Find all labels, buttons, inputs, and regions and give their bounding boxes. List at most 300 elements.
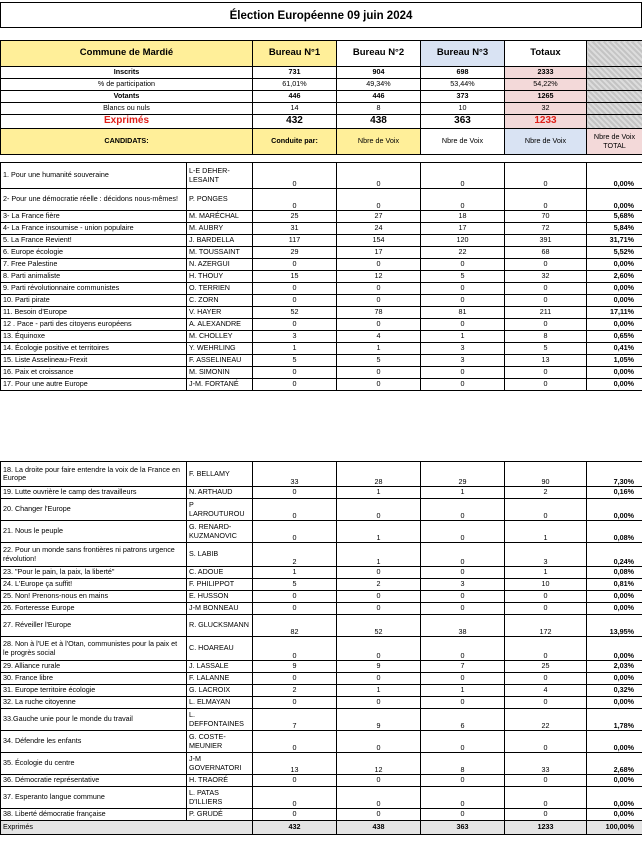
stat-label: Inscrits	[1, 67, 253, 79]
candidate-list-name: 7. Free Palestine	[1, 259, 187, 271]
votes-bureau-1: 117	[253, 235, 337, 247]
candidate-list-name: 32. La ruche citoyenne	[1, 697, 187, 709]
votes-total: 0	[505, 637, 587, 661]
stat-bureau-1: 432	[253, 115, 337, 129]
votes-percent: 0,00%	[587, 775, 642, 787]
votes-bureau-2: 12	[337, 271, 421, 283]
candidate-leader: N. AZERGUI	[187, 259, 253, 271]
candidate-row	[1, 567, 642, 579]
votes-bureau-1: 52	[253, 307, 337, 319]
col-voix-2: Nbre de Voix	[421, 129, 505, 155]
candidate-list-name: 4- La France insoumise - union populaire	[1, 223, 187, 235]
votes-bureau-1: 5	[253, 355, 337, 367]
footer-v3: 363	[421, 821, 505, 835]
votes-bureau-1: 82	[253, 615, 337, 637]
votes-bureau-1: 1	[253, 343, 337, 355]
page-title: Élection Européenne 09 juin 2024	[0, 2, 642, 28]
candidate-row	[1, 355, 642, 367]
votes-total: 22	[505, 709, 587, 731]
candidate-leader: H. TRAORÉ	[187, 775, 253, 787]
votes-total: 0	[505, 731, 587, 753]
candidate-leader: M. AUBRY	[187, 223, 253, 235]
stat-bureau-2: 446	[337, 91, 421, 103]
stat-bureau-3: 363	[421, 115, 505, 129]
stat-row	[1, 91, 642, 103]
votes-bureau-1: 0	[253, 637, 337, 661]
candidate-leader: S. LABIB	[187, 543, 253, 567]
stat-bureau-1: 61,01%	[253, 79, 337, 91]
votes-bureau-3: 81	[421, 307, 505, 319]
candidate-list-name: 22. Pour un monde sans frontières ni patrons urgence révolution!	[1, 543, 187, 567]
candidate-row	[1, 211, 642, 223]
votes-bureau-3: 1	[421, 331, 505, 343]
votes-bureau-3: 29	[421, 462, 505, 487]
votes-bureau-3: 0	[421, 189, 505, 211]
votes-percent: 31,71%	[587, 235, 642, 247]
votes-bureau-2: 78	[337, 307, 421, 319]
votes-bureau-2: 12	[337, 753, 421, 775]
votes-bureau-2: 0	[337, 673, 421, 685]
stat-label: Votants	[1, 91, 253, 103]
candidate-leader: R. GLUCKSMANN	[187, 615, 253, 637]
candidate-leader: L-E DEHER-LESAINT	[187, 163, 253, 189]
candidate-row	[1, 487, 642, 499]
candidate-list-name: 23. "Pour le pain, la paix, la liberté"	[1, 567, 187, 579]
candidate-list-name: 28. Non à l'UE et à l'Otan, communistes pour la paix et le progrès social	[1, 637, 187, 661]
votes-percent: 0,00%	[587, 591, 642, 603]
candidate-leader: V. HAYER	[187, 307, 253, 319]
candidate-leader: F. LALANNE	[187, 673, 253, 685]
col-voix-1: Nbre de Voix	[337, 129, 421, 155]
candidate-row	[1, 787, 642, 809]
votes-bureau-1: 0	[253, 283, 337, 295]
candidate-row	[1, 295, 642, 307]
votes-bureau-1: 29	[253, 247, 337, 259]
candidate-list-name: 34. Défendre les enfants	[1, 731, 187, 753]
votes-bureau-1: 0	[253, 787, 337, 809]
votes-percent: 2,60%	[587, 271, 642, 283]
votes-bureau-3: 0	[421, 591, 505, 603]
votes-bureau-1: 15	[253, 271, 337, 283]
candidate-leader: C. ADOUE	[187, 567, 253, 579]
footer-row	[1, 821, 642, 835]
votes-bureau-3: 3	[421, 579, 505, 591]
votes-percent: 0,81%	[587, 579, 642, 591]
votes-total: 0	[505, 259, 587, 271]
votes-bureau-1: 0	[253, 809, 337, 821]
votes-bureau-1: 0	[253, 487, 337, 499]
votes-percent: 0,08%	[587, 521, 642, 543]
votes-bureau-1: 0	[253, 367, 337, 379]
votes-bureau-3: 0	[421, 521, 505, 543]
votes-percent: 0,00%	[587, 787, 642, 809]
candidate-row	[1, 319, 642, 331]
candidate-row	[1, 379, 642, 391]
votes-total: 211	[505, 307, 587, 319]
footer-label: Exprimés	[1, 821, 253, 835]
votes-bureau-2: 0	[337, 163, 421, 189]
candidate-list-name: 36. Démocratie représentative	[1, 775, 187, 787]
votes-bureau-2: 0	[337, 367, 421, 379]
candidate-list-name: 8. Parti animaliste	[1, 271, 187, 283]
candidate-row	[1, 223, 642, 235]
candidate-list-name: 21. Nous le peuple	[1, 521, 187, 543]
stat-bureau-2: 904	[337, 67, 421, 79]
votes-bureau-3: 7	[421, 661, 505, 673]
candidate-leader: F. BELLAMY	[187, 462, 253, 487]
candidate-row	[1, 673, 642, 685]
candidate-row	[1, 731, 642, 753]
stat-row	[1, 79, 642, 91]
votes-bureau-3: 0	[421, 259, 505, 271]
col-total	[587, 129, 642, 155]
votes-total: 5	[505, 343, 587, 355]
stat-bureau-1: 446	[253, 91, 337, 103]
votes-percent: 0,00%	[587, 731, 642, 753]
candidate-row	[1, 697, 642, 709]
votes-bureau-1: 1	[253, 567, 337, 579]
votes-percent: 0,00%	[587, 319, 642, 331]
candidate-row	[1, 163, 642, 189]
candidate-row	[1, 809, 642, 821]
votes-total: 68	[505, 247, 587, 259]
candidate-list-name: 20. Changer l'Europe	[1, 499, 187, 521]
candidate-row	[1, 579, 642, 591]
candidate-list-name: 17. Pour une autre Europe	[1, 379, 187, 391]
votes-bureau-1: 0	[253, 163, 337, 189]
candidate-leader: F. PHILIPPOT	[187, 579, 253, 591]
votes-bureau-3: 38	[421, 615, 505, 637]
votes-bureau-2: 1	[337, 685, 421, 697]
candidate-row	[1, 189, 642, 211]
stat-row	[1, 67, 642, 79]
candidate-leader: P. PONGES	[187, 189, 253, 211]
votes-total: 32	[505, 271, 587, 283]
votes-bureau-3: 0	[421, 697, 505, 709]
candidate-row	[1, 343, 642, 355]
candidate-row	[1, 307, 642, 319]
stat-bureau-3: 53,44%	[421, 79, 505, 91]
votes-bureau-3: 0	[421, 163, 505, 189]
footer-total: 1233	[505, 821, 587, 835]
votes-bureau-3: 3	[421, 355, 505, 367]
votes-total: 391	[505, 235, 587, 247]
votes-bureau-3: 0	[421, 775, 505, 787]
candidate-list-name: 19. Lutte ouvrière le camp des travailleurs	[1, 487, 187, 499]
candidate-row	[1, 367, 642, 379]
votes-percent: 1,05%	[587, 355, 642, 367]
candidate-list-name: 35. Écologie du centre	[1, 753, 187, 775]
votes-bureau-2: 0	[337, 499, 421, 521]
bureau-3-header: Bureau N°3	[421, 41, 505, 67]
votes-bureau-3: 0	[421, 499, 505, 521]
votes-bureau-1: 0	[253, 731, 337, 753]
votes-bureau-3: 0	[421, 379, 505, 391]
stat-bureau-2: 49,34%	[337, 79, 421, 91]
votes-percent: 1,78%	[587, 709, 642, 731]
votes-bureau-2: 9	[337, 661, 421, 673]
votes-bureau-3: 3	[421, 343, 505, 355]
votes-total: 172	[505, 615, 587, 637]
votes-percent: 0,32%	[587, 685, 642, 697]
votes-percent: 0,00%	[587, 379, 642, 391]
stat-total: 1265	[505, 91, 587, 103]
candidate-list-name: 37. Esperanto langue commune	[1, 787, 187, 809]
votes-bureau-1: 9	[253, 661, 337, 673]
candidate-list-name: 15. Liste Asselineau-Frexit	[1, 355, 187, 367]
votes-bureau-2: 0	[337, 319, 421, 331]
votes-bureau-3: 17	[421, 223, 505, 235]
candidate-leader: M. TOUSSAINT	[187, 247, 253, 259]
votes-percent: 0,24%	[587, 543, 642, 567]
col-total-line2: TOTAL	[603, 140, 626, 150]
votes-percent: 0,00%	[587, 637, 642, 661]
votes-bureau-1: 2	[253, 543, 337, 567]
votes-bureau-2: 0	[337, 591, 421, 603]
candidate-list-name: 11. Besoin d'Europe	[1, 307, 187, 319]
candidate-leader: J-M. FORTANÉ	[187, 379, 253, 391]
candidate-list-name: 6. Europe écologie	[1, 247, 187, 259]
votes-total: 0	[505, 697, 587, 709]
candidate-list-name: 38. Liberté démocratie française	[1, 809, 187, 821]
votes-bureau-3: 18	[421, 211, 505, 223]
candidate-list-name: 2- Pour une démocratie réelle : décidons nous-mêmes!	[1, 189, 187, 211]
candidate-row	[1, 247, 642, 259]
votes-bureau-3: 0	[421, 543, 505, 567]
candidate-row	[1, 543, 642, 567]
votes-bureau-2: 5	[337, 355, 421, 367]
votes-bureau-2: 0	[337, 731, 421, 753]
hatched-cell	[587, 79, 642, 91]
votes-percent: 0,00%	[587, 697, 642, 709]
hatched-cell	[587, 103, 642, 115]
col-voix-3: Nbre de Voix	[505, 129, 587, 155]
votes-bureau-3: 0	[421, 319, 505, 331]
votes-total: 0	[505, 295, 587, 307]
votes-bureau-3: 1	[421, 487, 505, 499]
stat-bureau-3: 10	[421, 103, 505, 115]
candidate-leader: J-M GOVERNATORI	[187, 753, 253, 775]
votes-percent: 5,52%	[587, 247, 642, 259]
votes-percent: 13,95%	[587, 615, 642, 637]
votes-total: 13	[505, 355, 587, 367]
votes-bureau-1: 2	[253, 685, 337, 697]
votes-percent: 7,30%	[587, 462, 642, 487]
votes-percent: 5,68%	[587, 211, 642, 223]
votes-bureau-1: 31	[253, 223, 337, 235]
votes-percent: 0,00%	[587, 295, 642, 307]
stat-label: Blancs ou nuls	[1, 103, 253, 115]
votes-percent: 0,00%	[587, 673, 642, 685]
votes-bureau-2: 52	[337, 615, 421, 637]
votes-bureau-1: 0	[253, 189, 337, 211]
candidate-row	[1, 615, 642, 637]
votes-bureau-2: 0	[337, 259, 421, 271]
hatched-cell	[587, 115, 642, 129]
votes-total: 2	[505, 487, 587, 499]
candidate-leader: L. PATAS D'ILLIERS	[187, 787, 253, 809]
candidate-leader: L. ELMAYAN	[187, 697, 253, 709]
votes-total: 1	[505, 567, 587, 579]
candidate-list-name: 13. Équinoxe	[1, 331, 187, 343]
votes-bureau-3: 0	[421, 731, 505, 753]
footer-pct: 100,00%	[587, 821, 642, 835]
candidate-leader: L. DEFFONTAINES	[187, 709, 253, 731]
votes-bureau-2: 24	[337, 223, 421, 235]
votes-bureau-1: 0	[253, 521, 337, 543]
stat-bureau-2: 8	[337, 103, 421, 115]
candidate-row	[1, 603, 642, 615]
candidate-row	[1, 637, 642, 661]
votes-bureau-3: 8	[421, 753, 505, 775]
votes-percent: 5,84%	[587, 223, 642, 235]
candidate-leader: P. GRUDÉ	[187, 809, 253, 821]
stat-row	[1, 115, 642, 129]
votes-bureau-2: 0	[337, 567, 421, 579]
votes-bureau-1: 25	[253, 211, 337, 223]
votes-total: 0	[505, 189, 587, 211]
candidate-row	[1, 462, 642, 487]
votes-bureau-1: 7	[253, 709, 337, 731]
candidates-table-2	[0, 461, 642, 835]
votes-percent: 0,00%	[587, 163, 642, 189]
candidate-row	[1, 685, 642, 697]
columns-header-row	[1, 129, 642, 155]
votes-bureau-3: 0	[421, 787, 505, 809]
votes-bureau-3: 0	[421, 603, 505, 615]
candidate-list-name: 3- La France fière	[1, 211, 187, 223]
votes-bureau-1: 0	[253, 295, 337, 307]
votes-bureau-2: 27	[337, 211, 421, 223]
votes-bureau-3: 0	[421, 673, 505, 685]
votes-bureau-1: 33	[253, 462, 337, 487]
candidate-list-name: 27. Réveiller l'Europe	[1, 615, 187, 637]
votes-bureau-3: 6	[421, 709, 505, 731]
votes-bureau-2: 0	[337, 603, 421, 615]
votes-percent: 0,65%	[587, 331, 642, 343]
votes-bureau-2: 0	[337, 809, 421, 821]
votes-bureau-3: 0	[421, 637, 505, 661]
hatched-cell	[587, 41, 642, 67]
col-total-line1: Nbre de Voix	[593, 132, 636, 141]
votes-percent: 0,00%	[587, 603, 642, 615]
votes-bureau-3: 0	[421, 809, 505, 821]
candidate-row	[1, 775, 642, 787]
votes-bureau-2: 0	[337, 697, 421, 709]
stat-bureau-2: 438	[337, 115, 421, 129]
candidate-leader: H. THOUY	[187, 271, 253, 283]
candidate-list-name: 16. Paix et croissance	[1, 367, 187, 379]
candidate-leader: J. LASSALE	[187, 661, 253, 673]
votes-percent: 0,41%	[587, 343, 642, 355]
votes-bureau-2: 0	[337, 189, 421, 211]
votes-percent: 0,00%	[587, 499, 642, 521]
candidate-leader: F. ASSELINEAU	[187, 355, 253, 367]
hatched-cell	[587, 91, 642, 103]
stat-bureau-1: 731	[253, 67, 337, 79]
votes-bureau-3: 5	[421, 271, 505, 283]
votes-bureau-2: 4	[337, 331, 421, 343]
candidate-row	[1, 235, 642, 247]
votes-bureau-2: 0	[337, 637, 421, 661]
votes-percent: 0,16%	[587, 487, 642, 499]
votes-bureau-1: 0	[253, 319, 337, 331]
stat-total: 2333	[505, 67, 587, 79]
bureau-1-header: Bureau N°1	[253, 41, 337, 67]
col-conduite: Conduite par:	[253, 129, 337, 155]
votes-percent: 0,08%	[587, 567, 642, 579]
votes-bureau-3: 0	[421, 283, 505, 295]
votes-bureau-1: 13	[253, 753, 337, 775]
candidate-list-name: 18. La droite pour faire entendre la voix de la France en Europe	[1, 462, 187, 487]
votes-bureau-1: 0	[253, 603, 337, 615]
candidate-leader: Y. WEHRLING	[187, 343, 253, 355]
votes-bureau-1: 0	[253, 591, 337, 603]
votes-bureau-2: 2	[337, 579, 421, 591]
candidates-table-1	[0, 162, 642, 391]
votes-bureau-2: 17	[337, 247, 421, 259]
candidate-row	[1, 521, 642, 543]
candidate-leader: C. HOAREAU	[187, 637, 253, 661]
candidate-list-name: 5. La France Revient!	[1, 235, 187, 247]
votes-bureau-1: 0	[253, 499, 337, 521]
stat-total: 54,22%	[505, 79, 587, 91]
votes-total: 0	[505, 283, 587, 295]
candidate-row	[1, 709, 642, 731]
votes-bureau-2: 1	[337, 521, 421, 543]
votes-total: 72	[505, 223, 587, 235]
votes-total: 0	[505, 787, 587, 809]
votes-total: 0	[505, 809, 587, 821]
candidate-row	[1, 753, 642, 775]
votes-total: 8	[505, 331, 587, 343]
votes-total: 0	[505, 379, 587, 391]
votes-percent: 0,00%	[587, 283, 642, 295]
candidate-leader: N. ARTHAUD	[187, 487, 253, 499]
votes-total: 0	[505, 499, 587, 521]
stat-bureau-3: 373	[421, 91, 505, 103]
votes-bureau-2: 0	[337, 787, 421, 809]
candidate-row	[1, 283, 642, 295]
candidate-leader: G. LACROIX	[187, 685, 253, 697]
candidate-leader: G. COSTE-MEUNIER	[187, 731, 253, 753]
candidate-row	[1, 331, 642, 343]
votes-bureau-3: 0	[421, 295, 505, 307]
candidate-list-name: 25. Non! Prenons-nous en mains	[1, 591, 187, 603]
votes-percent: 17,11%	[587, 307, 642, 319]
votes-total: 3	[505, 543, 587, 567]
candidate-leader: E. HUSSON	[187, 591, 253, 603]
votes-bureau-3: 22	[421, 247, 505, 259]
votes-total: 0	[505, 603, 587, 615]
candidate-leader: P LARROUTUROU	[187, 499, 253, 521]
votes-bureau-1: 3	[253, 331, 337, 343]
votes-bureau-2: 154	[337, 235, 421, 247]
candidate-leader: G. RENARD-KUZMANOVIC	[187, 521, 253, 543]
votes-percent: 0,00%	[587, 189, 642, 211]
candidate-leader: C. ZORN	[187, 295, 253, 307]
votes-bureau-3: 0	[421, 567, 505, 579]
votes-total: 25	[505, 661, 587, 673]
col-candidats: CANDIDATS:	[1, 129, 253, 155]
votes-bureau-2: 0	[337, 295, 421, 307]
candidate-leader: J-M BONNEAU	[187, 603, 253, 615]
candidate-leader: J. BARDELLA	[187, 235, 253, 247]
stat-bureau-3: 698	[421, 67, 505, 79]
votes-total: 33	[505, 753, 587, 775]
votes-total: 0	[505, 319, 587, 331]
stat-total: 1233	[505, 115, 587, 129]
